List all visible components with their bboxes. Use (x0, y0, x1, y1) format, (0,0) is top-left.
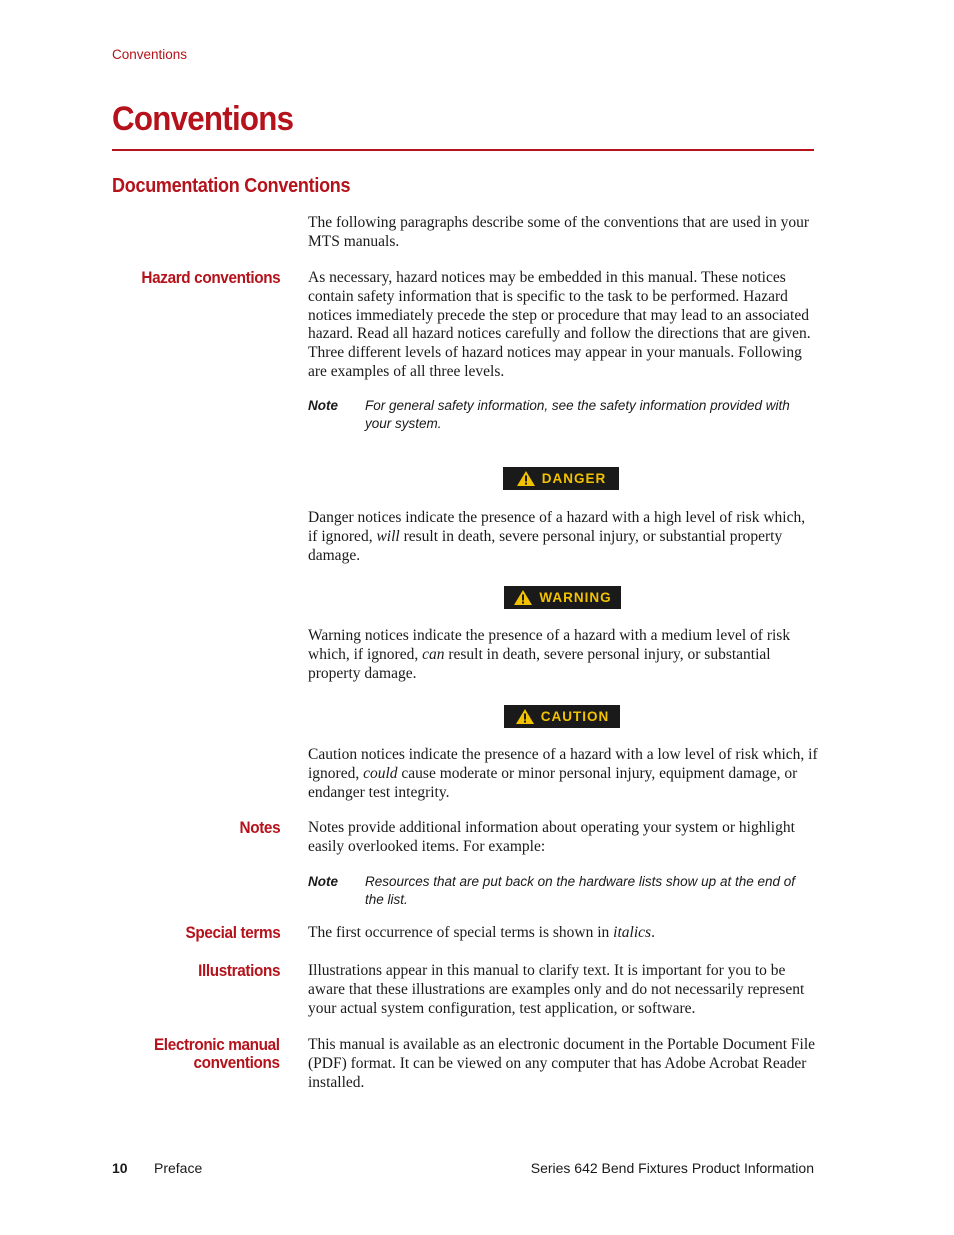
warning-triangle-icon (516, 470, 536, 487)
caution-text-start: Caution notices indicate the presence of a hazard with a low level of risk which, if ignored, (308, 746, 818, 782)
warning-text-emphasis: can (422, 645, 445, 663)
hazard-note (308, 397, 818, 433)
footer-section: Preface (154, 1160, 203, 1176)
notes-heading: Notes (239, 818, 280, 837)
danger-text-start: Danger notices indicate the presence of a hazard with a high level of risk which, if ignored, (308, 509, 806, 545)
caution-text-emphasis: could (363, 764, 398, 782)
special-terms-emphasis: italics (613, 924, 652, 941)
danger-badge (503, 467, 619, 490)
note-text: Resources that are put back on the hardware lists show up at the end of the list. (365, 874, 796, 907)
notes-paragraph: Notes provide additional information about operating your system or highlight easily overlooked items. For example: (308, 819, 795, 855)
special-terms-heading: Special terms (185, 923, 280, 942)
caution-label: CAUTION (540, 709, 610, 724)
special-terms-paragraph (308, 924, 818, 943)
footer-doc-title: Series 642 Bend Fixtures Product Information (530, 1160, 814, 1176)
danger-label: DANGER (541, 471, 607, 486)
page-number: 10 (112, 1160, 128, 1176)
hazard-conventions-heading: Hazard conventions (141, 268, 280, 287)
section-heading: Documentation Conventions (112, 175, 351, 197)
caution-paragraph (308, 746, 818, 802)
caution-text-end: cause moderate or minor personal injury, equipment damage, or endanger test integrity. (308, 764, 798, 801)
special-terms-text-end: . (651, 924, 655, 941)
electronic-heading-line1: Electronic manual (154, 1035, 280, 1054)
danger-paragraph (308, 509, 818, 565)
warning-triangle-icon (513, 589, 533, 606)
electronic-heading-line2: conventions (193, 1053, 280, 1072)
special-terms-text-start: The first occurrence of special terms is shown in (308, 924, 614, 941)
running-head: Conventions (112, 47, 188, 62)
warning-text-start: Warning notices indicate the presence of a hazard with a medium level of risk which, if ignored, (308, 627, 791, 663)
illustrations-heading: Illustrations (197, 961, 280, 980)
intro-paragraph: The following paragraphs describe some of the conventions that are used in your MTS manuals. (308, 214, 810, 250)
note-text: For general safety information, see the safety information provided with your system. (365, 398, 790, 431)
warning-text-end: result in death, severe personal injury, or substantial property damage. (308, 645, 771, 682)
danger-text-end: result in death, severe personal injury, or substantial property damage. (308, 527, 783, 564)
warning-label: WARNING (539, 590, 612, 605)
illustrations-paragraph: Illustrations appear in this manual to clarify text. It is important for you to be aware that these illustrations are examples only and do not necessarily represent your actual system configuration, test application, or software. (308, 962, 805, 1017)
page-title: Conventions (112, 100, 294, 138)
note-label: Note (308, 398, 338, 413)
title-rule (112, 149, 814, 151)
warning-paragraph (308, 627, 818, 683)
note-label: Note (308, 874, 338, 889)
electronic-manual-heading (154, 1036, 280, 1072)
caution-badge (504, 705, 620, 728)
danger-text-emphasis: will (376, 527, 400, 545)
hazard-paragraph: As necessary, hazard notices may be embedded in this manual. These notices contain safety information that is specific to the task to be performed. Hazard notices immediately precede the step or procedure that may lead to an associated hazard. Read all hazard notices carefully and follow the directions that are given. Three different levels of hazard notices may appear in your manuals. Following are examples of all three levels. (308, 269, 811, 380)
warning-badge (504, 586, 621, 609)
warning-triangle-icon (515, 708, 535, 725)
electronic-paragraph: This manual is available as an electronic document in the Portable Document File (PDF) format. It can be viewed on any computer that has Adobe Acrobat Reader installed. (308, 1036, 816, 1091)
notes-example-note (308, 873, 818, 909)
